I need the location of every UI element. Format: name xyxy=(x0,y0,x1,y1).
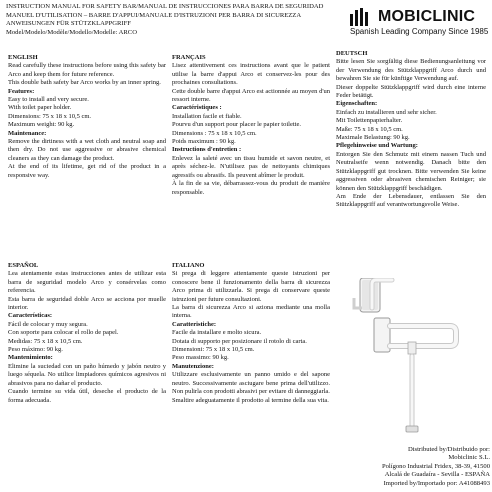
paragraph: Enlevez la saleté avec un tissu humide et savon neutre, et après séchez-le. N'utilisez pas de nettoyants chimiques agressifs ou abrasifs. Ils peuvent abîmer le produit. xyxy=(172,154,330,179)
paragraph: Smaltire adeguatamente il prodotto al termine della sua vita. xyxy=(172,396,329,404)
feature-item: Peso máximo: 90 kg. xyxy=(8,346,63,354)
paragraph: Remove the dirtiness with a wet cloth and neutral soap and then dry. Do not use aggressive or abrasive chemical cleaners as they can damage the product. xyxy=(8,138,166,162)
feature-item: Maximale Belastung: 90 kg. xyxy=(336,134,410,142)
logo-brand-name: MOBICLINIC xyxy=(378,8,476,25)
feature-item: Facile da installare e molto sicura. xyxy=(172,329,262,337)
features-heading: Caratteristiche: xyxy=(172,320,217,328)
features-heading: Features: xyxy=(8,87,35,95)
brand-logo xyxy=(350,8,488,36)
maintenance-heading: Maintenance: xyxy=(8,129,47,137)
feature-item: Con soporte para colocar el rollo de papel. xyxy=(8,329,119,337)
feature-item: Pourvu d'un support pour placer le papier toilette. xyxy=(172,121,301,129)
paragraph: Cuando termine su vida útil, deseche el producto de la forma adecuada. xyxy=(8,388,166,404)
paragraph: Lea atentamente estas instrucciones antes de utilizar esta barra de seguridad modelo Arco y consérvelas como referencia. xyxy=(8,270,166,295)
paragraph: Elimine la suciedad con un paño húmedo y jabón neutro y luego séquela. No utilice limpiadores químicos agresivos ni abrasivos para no dañar el producto. xyxy=(8,362,166,387)
paragraph: Esta barra de seguridad doble Arco se acciona por muelle interior. xyxy=(8,295,166,312)
feature-item: Medidas: 75 x 18 x 10,5 cm. xyxy=(8,337,83,345)
section-title: ITALIANO xyxy=(172,262,205,269)
logo-bars-icon xyxy=(350,8,372,26)
distributor-label: Distributed by/Distribuido por: xyxy=(407,446,490,453)
paragraph: Cette double barre d'appui Arco est actionnée au moyen d'un ressort interne. xyxy=(172,87,330,104)
paragraph: Lisez attentivement ces instructions avant que le patient utilise la barre d'appui Arco et conservez-les pour des prochaines consultations. xyxy=(172,62,330,87)
header-line-4: Model/Modelo/Modèle/Modello/Modelle: ARCO xyxy=(6,28,137,36)
paragraph: Entorgen Sie den Schmutz mit einem nassen Tuch und Neutralseife wenn notwendig. Danach bitte den Stützklappgriff gut trocknen. Bitte verwenden Sie keine aggressiven oder abrasiven chemischen Reiniger; sie können den Stützklappgriff beschädigen. xyxy=(336,150,486,192)
features-heading: Caractéristiques : xyxy=(172,104,222,112)
header-line-1: INSTRUCTION MANUAL FOR SAFETY BAR/MANUAL DE INSTRUCCIONES PARA BARRA DE SEGURIDAD xyxy=(6,3,324,10)
section-title: FRANÇAIS xyxy=(172,54,206,61)
feature-item: Dimensions: 75 x 18 x 10,5 cm. xyxy=(8,112,92,120)
feature-item: Poids maximum : 90 kg. xyxy=(172,138,236,146)
feature-item: Mit Toilettenpapierhalter. xyxy=(336,117,403,125)
support-leg-image xyxy=(406,356,418,432)
safety-bar-illustration xyxy=(350,278,470,438)
header-line-3: ANWEISUNGEN FÜR STÜTZKLAPPGRIFF xyxy=(6,20,131,27)
feature-item: Peso massimo: 90 kg. xyxy=(172,354,229,362)
lowered-bar-image xyxy=(374,318,456,354)
feature-item: Dimensioni: 75 x 18 x 10,5 cm. xyxy=(172,346,255,354)
feature-item: Dotata di supporto per posizionare il rotolo di carta. xyxy=(172,337,307,345)
manual-header xyxy=(6,3,336,37)
section-title: ESPAÑOL xyxy=(8,262,39,269)
raised-bar-image xyxy=(354,278,392,312)
header-line-2: MANUEL D'UTILISATION – BARRE D'APPUI/MANUALE D'ISTRUZIONI PER BARRA DI SICUREZZA xyxy=(6,11,302,19)
features-heading: Eigenschaften: xyxy=(336,100,378,108)
distributor-address: Polígono Industrial Fridex, 38-39, 41500 xyxy=(381,462,490,470)
paragraph: Si prega di leggere attentamente queste istruzioni per conoscere bene il funzionamento della barra di sicurezza Arco prima di utilizzarla. Si prega di conservare queste istruzioni per future consultazioni. xyxy=(172,270,330,303)
maintenance-heading: Manutenzione: xyxy=(172,362,214,370)
paragraph: Bitte lesen Sie sorgfältig diese Bedienungsanleitung vor der Verwendung des Stützklappgriff Arco durch und bewahren Sie sie für künftige Verwendung auf. xyxy=(336,58,486,83)
feature-item: Easy to install and very secure. xyxy=(8,96,89,104)
logo-tagline: Spanish Leading Company Since 1985 xyxy=(350,27,489,36)
feature-item: Maße: 75 x 18 x 10,5 cm. xyxy=(336,125,403,133)
paragraph: Dieser doppelte Stützklappgriff wird durch eine interne Feder betätigt. xyxy=(336,83,486,100)
paragraph: This double bath safety bar Arco works by an inner spring. xyxy=(8,79,161,87)
distributor-company: Mobiclinic S.L. xyxy=(448,454,490,462)
paragraph: Am Ende der Lebensdauer, entlassen Sie den Stützklappgriff auf verantwortungsvolle Weise. xyxy=(336,192,486,209)
maintenance-heading: Mantenimiento: xyxy=(8,354,53,362)
paragraph: Read carefully these instructions before using this safety bar Arco and keep them for future reference. xyxy=(8,62,166,78)
features-heading: Características: xyxy=(8,312,53,320)
section-francais xyxy=(172,54,330,197)
feature-item: With toilet paper holder. xyxy=(8,104,72,112)
paragraph: La barra di sicurezza Arco si aziona mediante una molla interna. xyxy=(172,304,330,320)
importer-id: Imported by/Importado por: A41088493 xyxy=(383,479,490,487)
paragraph: At the end of its lifetime, get rid of the product in a responsive way. xyxy=(8,163,166,179)
section-title: ENGLISH xyxy=(8,54,38,61)
feature-item: Installation facile et fiable. xyxy=(172,112,242,120)
feature-item: Einfach zu installieren und sehr sicher. xyxy=(336,108,437,116)
section-deutsch xyxy=(336,50,486,210)
feature-item: Maximum weight: 90 kg. xyxy=(8,121,75,129)
paragraph: Utilizzare esclusivamente un panno umido e del sapone neutro. Successivamente asciugare bene prima dell'utilizzo. Non pulirla con prodotti abrasivi per evitare di danneggiarla. xyxy=(172,371,330,396)
feature-item: Fácil de colocar y muy segura. xyxy=(8,320,88,328)
section-espanol xyxy=(8,262,166,405)
section-italiano xyxy=(172,262,330,405)
section-title: DEUTSCH xyxy=(336,50,368,57)
maintenance-heading: Instructions d'entretien : xyxy=(172,146,242,154)
distributor-city: Alcalá de Guadaíra - Sevilla - ESPAÑA xyxy=(384,471,490,479)
maintenance-heading: Pflegehinweise und Wartung: xyxy=(336,142,418,150)
distributor-block xyxy=(356,446,490,488)
paragraph: À la fin de sa vie, débarrassez-vous du produit de manière responsable. xyxy=(172,180,330,196)
feature-item: Dimensions : 75 x 18 x 10,5 cm. xyxy=(172,129,257,137)
section-english xyxy=(8,54,166,180)
